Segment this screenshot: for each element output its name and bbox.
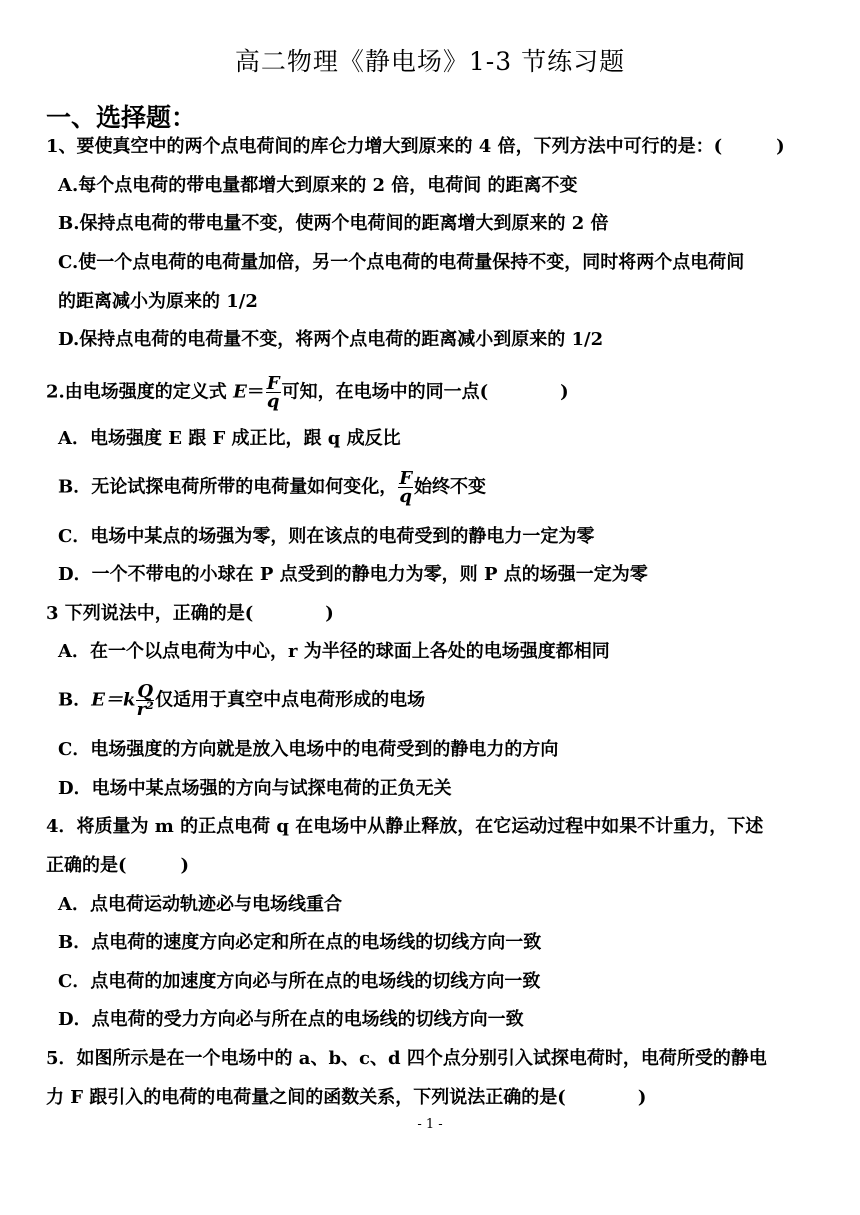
q1-option-b: B.保持点电荷的带电量不变，使两个电荷间的距离增大到原来的 2 倍 (58, 213, 609, 234)
q3-frac-denominator: r² (136, 699, 154, 720)
q2-stem (46, 375, 569, 410)
q1-stem: 1、要使真空中的两个点电荷间的库仑力增大到原来的 4 倍，下列方法中可行的是：( ) (46, 136, 785, 157)
q2-option-b-fraction (398, 470, 413, 505)
q3-frac-numerator: Q (137, 681, 154, 702)
section-heading: 一、选择题： (46, 103, 197, 132)
q2-equals: ＝ (246, 381, 265, 403)
q3-stem: 3 下列说法中，正确的是( ) (46, 603, 334, 624)
q2-stem-prefix: 2.由电场强度的定义式 (46, 381, 234, 403)
q2-option-a: A．电场强度 E 跟 F 成正比，跟 q 成反比 (58, 428, 401, 449)
q2-stem-suffix: 可知，在电场中的同一点( ) (281, 381, 569, 403)
q1-option-a: A.每个点电荷的带电量都增大到原来的 2 倍，电荷间 的距离不变 (58, 175, 578, 196)
q4-option-a: A．点电荷运动轨迹必与电场线重合 (58, 894, 342, 915)
q5-stem-line1: 5．如图所示是在一个电场中的 a、b、c、d 四个点分别引入试探电荷时，电荷所受的静电 (46, 1048, 767, 1069)
q4-option-b: B．点电荷的速度方向必定和所在点的电场线的切线方向一致 (58, 932, 542, 953)
q4-option-c: C．点电荷的加速度方向必与所在点的电场线的切线方向一致 (58, 971, 541, 992)
q2-frac-numerator: F (266, 373, 280, 394)
q2-option-b-suffix: 始终不变 (414, 476, 486, 498)
q1-option-d: D.保持点电荷的电荷量不变，将两个点电荷的距离减小到原来的 1/2 (58, 329, 604, 350)
q3-formula: E＝k (91, 689, 136, 711)
q2-b-frac-denominator: q (399, 486, 412, 507)
q3-option-b-prefix: B． (58, 689, 92, 711)
page-number: - 1 - (417, 1117, 443, 1132)
q3-option-a: A．在一个以点电荷为中心，r 为半径的球面上各处的电场强度都相同 (58, 641, 610, 662)
q3-option-c: C．电场强度的方向就是放入电场中的电荷受到的静电力的方向 (58, 739, 559, 760)
q3-option-b (58, 683, 425, 718)
q2-option-d: D．一个不带电的小球在 P 点受到的静电力为零，则 P 点的场强一定为零 (58, 564, 648, 585)
q2-option-b (58, 470, 486, 505)
q4-stem-line1: 4．将质量为 m 的正点电荷 q 在电场中从静止释放，在它运动过程中如果不计重力，下述 (46, 816, 764, 837)
q3-fraction (136, 683, 154, 718)
q4-stem-line2: 正确的是( ) (46, 855, 190, 876)
page-title: 高二物理《静电场》1-3 节练习题 (234, 47, 626, 76)
q2-option-c: C．电场中某点的场强为零，则在该点的电荷受到的静电力一定为零 (58, 526, 595, 547)
q3-option-b-suffix: 仅适用于真空中点电荷形成的电场 (155, 689, 426, 711)
q2-fraction (266, 375, 281, 410)
q3-option-d: D．电场中某点场强的方向与试探电荷的正负无关 (58, 778, 452, 799)
q1-option-c-line2: 的距离减小为原来的 1/2 (58, 291, 258, 312)
q4-option-d: D．点电荷的受力方向必与所在点的电场线的切线方向一致 (58, 1009, 524, 1030)
q2-b-frac-numerator: F (399, 468, 412, 489)
q1-option-c-line1: C.使一个点电荷的电荷量加倍，另一个点电荷的电荷量保持不变，同时将两个点电荷间 (58, 252, 745, 273)
q2-var-e: E (233, 381, 247, 403)
q2-option-b-prefix: B．无论试探电荷所带的电荷量如何变化， (58, 476, 398, 498)
q2-frac-denominator: q (266, 391, 280, 412)
q5-stem-line2: 力 F 跟引入的电荷的电荷量之间的函数关系，下列说法正确的是( ) (46, 1087, 647, 1108)
